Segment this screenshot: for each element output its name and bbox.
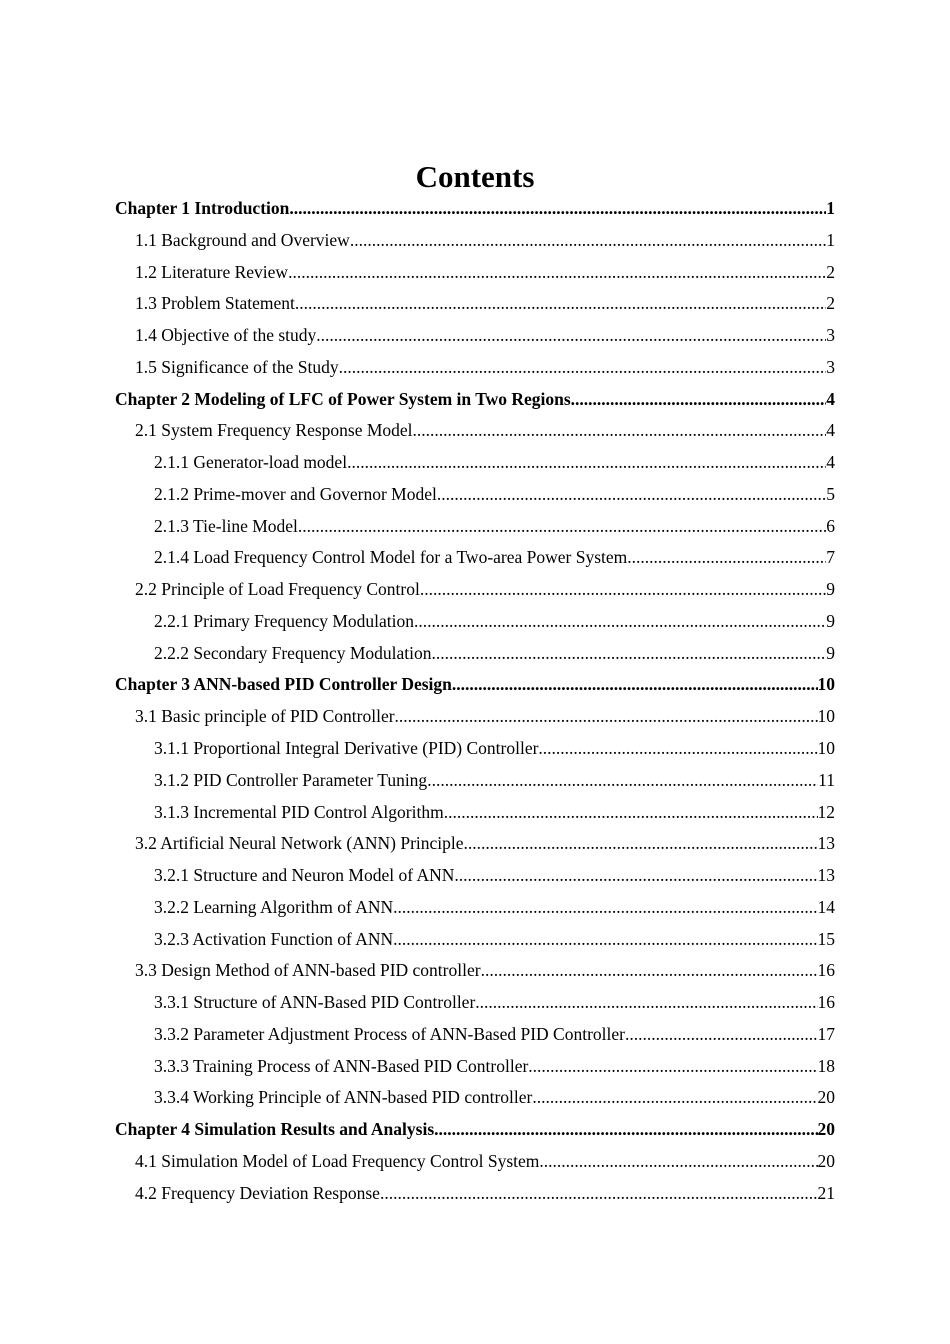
toc-entry-title: 1.1 Background and Overview xyxy=(135,229,350,250)
toc-page-number: 4 xyxy=(826,420,835,441)
dot-leader xyxy=(444,797,818,829)
toc-subsection-entry[interactable] xyxy=(115,733,835,765)
toc-page-number: 3 xyxy=(826,325,835,346)
toc-subsection-entry[interactable] xyxy=(115,987,835,1019)
dot-leader xyxy=(528,1051,817,1083)
toc-entry-title: 3.3.2 Parameter Adjustment Process of ANN-Based PID Controller xyxy=(154,1023,625,1044)
toc-page-number: 20 xyxy=(817,1150,835,1171)
toc-entry-title: Chapter 1 Introduction xyxy=(115,198,290,218)
toc-page-number: 21 xyxy=(817,1182,835,1203)
toc-page-number: 20 xyxy=(817,1119,835,1140)
toc-entry-title: 1.3 Problem Statement xyxy=(135,293,295,314)
toc-entry-title: 3.3.3 Training Process of ANN-Based PID Controller xyxy=(154,1055,529,1076)
toc-subsection-entry[interactable] xyxy=(115,860,835,892)
toc-entry-title: 3.2.3 Activation Function of ANN xyxy=(154,928,394,949)
toc-page-number: 1 xyxy=(826,198,835,218)
toc-page-number: 3 xyxy=(826,356,835,377)
toc-entry-title: 1.5 Significance of the Study xyxy=(135,356,339,377)
toc-section-entry[interactable] xyxy=(115,320,835,352)
toc-page-number: 20 xyxy=(817,1087,835,1108)
toc-entry-title: 3.1 Basic principle of PID Controller xyxy=(135,706,395,727)
dot-leader xyxy=(339,352,827,384)
toc-entry-title: 2.1.1 Generator-load model xyxy=(154,452,348,473)
toc-subsection-entry[interactable] xyxy=(115,924,835,956)
toc-page-number: 14 xyxy=(817,896,835,917)
toc-entry-title: 2.2.1 Primary Frequency Modulation xyxy=(154,610,415,631)
dot-leader xyxy=(434,1114,817,1146)
toc-page-number: 4 xyxy=(826,388,835,409)
toc-page-number: 13 xyxy=(817,833,835,854)
toc-entry-title: 3.2.2 Learning Algorithm of ANN xyxy=(154,896,394,917)
toc-section-entry[interactable] xyxy=(115,574,835,606)
dot-leader xyxy=(454,860,817,892)
dot-leader xyxy=(350,225,826,257)
toc-section-entry[interactable] xyxy=(115,701,835,733)
toc-subsection-entry[interactable] xyxy=(115,892,835,924)
dot-leader xyxy=(395,701,818,733)
dot-leader xyxy=(393,892,817,924)
toc-entry-title: 3.3.1 Structure of ANN-Based PID Controller xyxy=(154,992,476,1013)
dot-leader xyxy=(347,447,826,479)
toc-page-number: 16 xyxy=(817,992,835,1013)
toc-entry-title: 2.1.4 Load Frequency Control Model for a Two-area Power System xyxy=(154,547,628,568)
toc-chapter-entry[interactable] xyxy=(115,193,835,225)
toc-entry-title: Chapter 2 Modeling of LFC of Power System in Two Regions xyxy=(115,388,571,409)
toc-page-number: 4 xyxy=(826,452,835,473)
toc-entry-title: 3.2 Artificial Neural Network (ANN) Principle xyxy=(135,833,464,854)
toc-page-number: 11 xyxy=(818,769,835,790)
dot-leader xyxy=(427,765,818,797)
toc-page-number: 9 xyxy=(826,579,835,600)
toc-entry-title: 3.1.1 Proportional Integral Derivative (PID) Controller xyxy=(154,738,539,759)
toc-entry-title: 2.1.2 Prime-mover and Governor Model xyxy=(154,483,437,504)
toc-section-entry[interactable] xyxy=(115,257,835,289)
toc-subsection-entry[interactable] xyxy=(115,1019,835,1051)
toc-page-number: 2 xyxy=(826,293,835,314)
toc-entry-title: Chapter 3 ANN-based PID Controller Design xyxy=(115,674,452,695)
dot-leader xyxy=(571,384,827,416)
toc-section-entry[interactable] xyxy=(115,225,835,257)
toc-page-number: 9 xyxy=(826,642,835,663)
toc-page-number: 9 xyxy=(826,610,835,631)
toc-subsection-entry[interactable] xyxy=(115,542,835,574)
toc-chapter-entry[interactable] xyxy=(115,669,835,701)
toc-subsection-entry[interactable] xyxy=(115,638,835,670)
toc-entry-title: 2.2.2 Secondary Frequency Modulation xyxy=(154,642,432,663)
toc-page-number: 10 xyxy=(817,738,835,759)
toc-entry-title: 3.1.3 Incremental PID Control Algorithm xyxy=(154,801,444,822)
toc-chapter-entry[interactable] xyxy=(115,1114,835,1146)
dot-leader xyxy=(288,257,826,289)
dot-leader xyxy=(380,1178,818,1210)
dot-leader xyxy=(289,193,826,225)
dot-leader xyxy=(625,1019,818,1051)
toc-page-number: 1 xyxy=(826,229,835,250)
toc-entry-title: 3.3.4 Working Principle of ANN-based PID controller xyxy=(154,1087,533,1108)
toc-entry-title: 2.2 Principle of Load Frequency Control xyxy=(135,579,420,600)
toc-subsection-entry[interactable] xyxy=(115,1082,835,1114)
toc-chapter-entry[interactable] xyxy=(115,384,835,416)
toc-entry-title: 3.3 Design Method of ANN-based PID controller xyxy=(135,960,481,981)
toc-page-number: 10 xyxy=(817,674,835,695)
toc-page-number: 16 xyxy=(817,960,835,981)
toc-page-number: 15 xyxy=(817,928,835,949)
toc-page-number: 18 xyxy=(817,1055,835,1076)
dot-leader xyxy=(295,288,826,320)
toc-section-entry[interactable] xyxy=(115,1146,835,1178)
toc-subsection-entry[interactable] xyxy=(115,765,835,797)
toc-entry-title: 4.2 Frequency Deviation Response xyxy=(135,1182,380,1203)
dot-leader xyxy=(298,511,826,543)
toc-entry-title: 1.4 Objective of the study xyxy=(135,325,317,346)
toc-page-number: 7 xyxy=(826,547,835,568)
toc-entry-title: 2.1 System Frequency Response Model xyxy=(135,420,413,441)
dot-leader xyxy=(627,542,826,574)
page-title: Contents xyxy=(415,159,535,194)
dot-leader xyxy=(452,669,818,701)
toc-section-entry[interactable] xyxy=(115,955,835,987)
toc-section-entry[interactable] xyxy=(115,352,835,384)
toc-entry-title: Chapter 4 Simulation Results and Analysis xyxy=(115,1119,435,1140)
toc-section-entry[interactable] xyxy=(115,1178,835,1210)
dot-leader xyxy=(432,638,827,670)
toc-entry-title: 3.2.1 Structure and Neuron Model of ANN xyxy=(154,865,455,886)
toc-page-number: 13 xyxy=(817,865,835,886)
dot-leader xyxy=(475,987,817,1019)
dot-leader xyxy=(393,924,817,956)
toc-page-number: 10 xyxy=(817,706,835,727)
toc-subsection-entry[interactable] xyxy=(115,606,835,638)
dot-leader xyxy=(532,1082,817,1114)
dot-leader xyxy=(413,415,827,447)
toc-subsection-entry[interactable] xyxy=(115,511,835,543)
dot-leader xyxy=(539,1146,817,1178)
toc-subsection-entry[interactable] xyxy=(115,797,835,829)
toc-subsection-entry[interactable] xyxy=(115,447,835,479)
table-of-contents xyxy=(115,193,835,1210)
toc-subsection-entry[interactable] xyxy=(115,1051,835,1083)
toc-entry-title: 3.1.2 PID Controller Parameter Tuning xyxy=(154,769,428,790)
toc-entry-title: 4.1 Simulation Model of Load Frequency Control System xyxy=(135,1150,540,1171)
toc-subsection-entry[interactable] xyxy=(115,479,835,511)
dot-leader xyxy=(420,574,826,606)
toc-page-number: 5 xyxy=(826,483,835,504)
dot-leader xyxy=(538,733,817,765)
dot-leader xyxy=(414,606,826,638)
dot-leader xyxy=(464,828,818,860)
dot-leader xyxy=(437,479,826,511)
toc-page-number: 6 xyxy=(826,515,835,536)
dot-leader xyxy=(316,320,826,352)
toc-entry-title: 2.1.3 Tie-line Model xyxy=(154,515,298,536)
toc-section-entry[interactable] xyxy=(115,828,835,860)
toc-page-number: 2 xyxy=(826,261,835,282)
toc-entry-title: 1.2 Literature Review xyxy=(135,261,289,282)
toc-page-number: 12 xyxy=(817,801,835,822)
toc-section-entry[interactable] xyxy=(115,415,835,447)
dot-leader xyxy=(481,955,818,987)
toc-section-entry[interactable] xyxy=(115,288,835,320)
toc-page-number: 17 xyxy=(817,1023,835,1044)
